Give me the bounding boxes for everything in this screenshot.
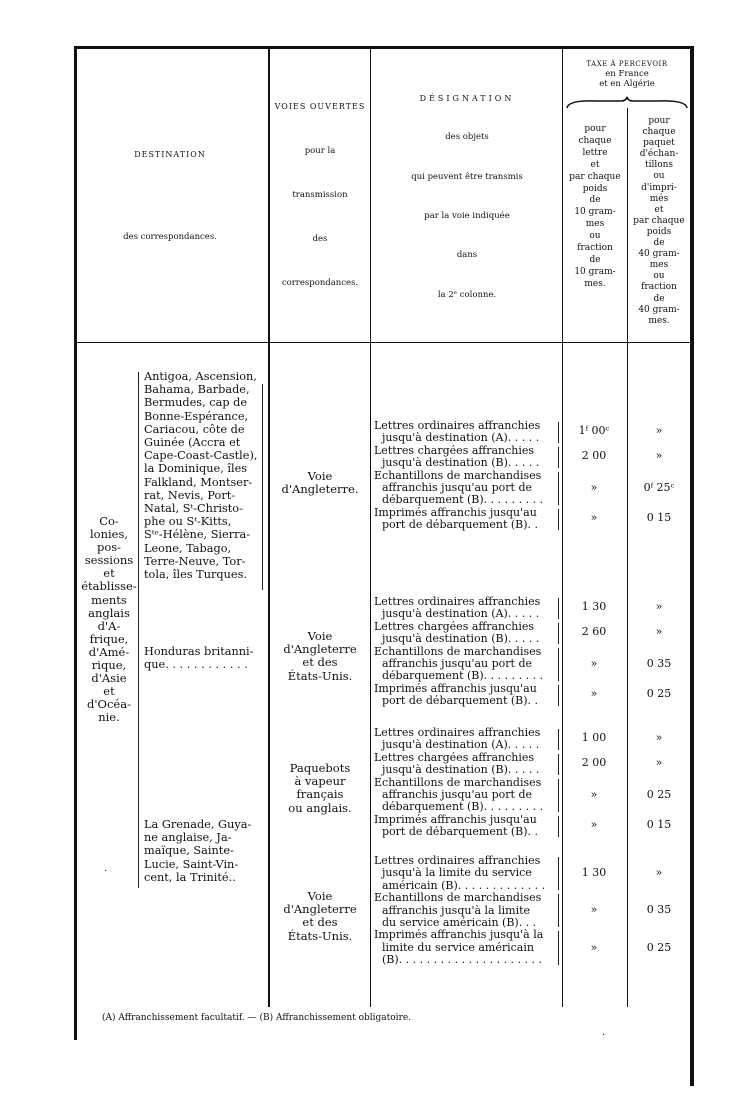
group2-voie [272,630,368,683]
header-taxe-brace [566,96,688,110]
region-label-line: rique, [91,658,127,673]
tax-lettre-value: 2 60 [581,624,607,638]
object-entry [374,929,556,966]
tax-lettre-value: » [590,510,598,524]
object-entry-line: port de débarquement (B). . [382,695,539,708]
object-entry-line: Échantillons de marchandises [374,645,542,658]
object-entry-brace [558,509,559,530]
object-entry-line: Imprimés affranchis jusqu'au [374,682,537,695]
group3-place-line: La Grenade, Guya- [144,818,252,831]
tax-paquet-value: » [655,755,663,769]
right-border [690,46,694,1086]
header-col-lettre [563,124,627,291]
object-entry-line: Imprimés affranchis jusqu'à la [374,929,544,942]
group2-place-line: que. . . . . . . . . . . . [144,658,248,672]
object-entry-line: port de débarquement (B). . [382,519,539,532]
tax-paquet-value: 0 35 [646,656,672,670]
header-col-lettre-line: chaque [578,135,612,146]
object-entry-line: jusqu'à destination (A). . . . . [382,432,540,445]
header-col-lettre-line: de [589,254,601,265]
header-col-paquet-line: 40 gram- [638,304,680,315]
footnote: (A) Affranchissement facultatif. — (B) Affranchissement obligatoire. [102,1013,412,1023]
header-col-lettre-line: pour [584,124,606,134]
region-label-line: ments [91,592,127,607]
object-entry [374,777,556,814]
region-label-line: d'Asie [91,671,127,686]
region-label-line: anglais [88,605,130,620]
object-entry-line: Échantillons de marchandises [374,776,542,789]
tax-lettre-value: 2 00 [581,755,607,769]
header-col-paquet-line: poids [646,226,672,237]
header-designation-5: la 2ᵉ colonne. [437,290,497,300]
object-entry-brace [558,894,559,927]
object-entry-brace [558,729,559,750]
group1-voie [272,470,368,496]
tax-paquet-value: 0 25 [646,787,672,801]
object-entry-brace [558,931,559,964]
region-label-line: et [103,566,115,581]
tax-lettre-value: 1ᶠ 00ᶜ [578,424,610,437]
group1-place-line: Bonne-Espérance, [144,409,249,423]
header-col-paquet-line: d'impri- [641,182,677,193]
header-col-paquet-line: chaque [642,127,676,138]
object-entry-line: Lettres ordinaires affranchies [374,596,541,608]
header-col-paquet-line: par chaque [633,215,685,226]
header-col-lettre-line: ou [589,231,601,242]
group2-voie-line: États-Unis. [287,668,353,683]
tax-paquet-value: 0 25 [646,940,672,954]
group1-places [144,370,264,581]
header-voies-1: pour la [304,146,336,156]
group1-place-line: Antigoa, Ascension, [144,370,257,383]
header-col-lettre-line: 10 gram- [574,207,616,218]
group1-place-line: Bermudes, cap de [144,396,248,410]
tax-paquet-value: 0ᶠ 25ᶜ [643,480,675,494]
header-designation-2: qui peuvent être transmis [411,172,523,182]
header-col-paquet-line: 40 gram- [638,249,680,260]
object-entry-line: américain (B). . . . . . . . . . . . . [382,879,546,892]
object-entry-line: Imprimés affranchis jusqu'au [374,813,537,826]
group3-voie-b-line: d'Angleterre [283,902,357,917]
col-divider-2 [370,49,371,1007]
header-col-paquet-line: d'échan- [639,149,679,160]
header-col-lettre-line: de [589,195,601,206]
header-voies-3: des [312,234,328,244]
region-label-line: pos- [96,540,122,555]
object-entry [374,420,556,445]
tax-lettre-value: 1 30 [581,866,607,880]
object-entry [374,470,556,507]
object-entry-brace [558,648,559,681]
header-designation-4: dans [456,250,478,260]
object-entry-brace [558,857,559,890]
object-entry [374,507,556,532]
object-entry-line: Lettres chargées affranchies [374,444,535,457]
header-col-paquet [628,116,690,327]
header-col-lettre-line: 10 gram- [574,266,616,277]
group3-voie-b-line: et des [302,915,338,930]
region-label-line: établisse- [81,579,137,594]
object-entry-line: jusqu'à la limite du service [382,867,532,880]
tax-lettre-value: 1 30 [581,600,607,613]
group1-place-line: Guinée (Accra et [144,436,241,450]
group3-place-line: cent, la Trinité.. [144,870,236,884]
group1-place-line: Leone, Tabago, [144,541,232,555]
header-col-lettre-line: par chaque [569,171,621,182]
group2-voie-line: d'Angleterre [283,642,357,657]
group1-place-line: rat, Nevis, Port- [144,488,236,502]
header-taxe [564,60,690,90]
tax-paquet-value: 0 35 [646,903,672,917]
region-label-line: lonies, [89,527,129,542]
header-col-paquet-line: fraction [641,282,677,293]
header-col-lettre-line: fraction [577,243,613,254]
object-entry [374,752,556,777]
group1-place-line: Cariacou, côte de [144,422,245,436]
object-entry [374,727,556,752]
group3-voie-b-line: Voie [307,889,333,903]
tax-paquet-value: 0 15 [646,510,672,524]
region-label-line: et [103,684,115,699]
group3-voie-b [272,890,368,943]
group1-places-brace [262,384,263,590]
stray-mark: · [104,866,108,877]
tax-paquet-value: » [655,448,663,462]
tax-lettre-value: » [590,817,598,831]
group1-place-line: Sᵗᵉ-Hélène, Sierra- [144,528,251,542]
group2-voie-line: et des [302,655,338,670]
object-entry [374,596,556,621]
header-col-paquet-line: pour [648,116,670,126]
object-entry [374,814,556,839]
object-entry-line: port de débarquement (B). . [382,826,539,839]
header-col-paquet-line: ou [653,271,665,282]
object-entry-line: affranchis jusqu'au port de [382,789,532,801]
header-voies-2: transmission [292,190,348,200]
group1-place-line: Falkland, Montser- [144,475,253,489]
header-col-paquet-line: de [653,293,665,304]
object-entry-line: jusqu'à destination (A). . . . . [382,608,540,621]
group3-place-line: ne anglaise, Ja- [144,831,232,845]
col-divider-1 [268,49,270,1007]
group1-place-line: phe ou Sᵗ-Kitts, [144,515,232,529]
header-taxe-2: et en Algérie [599,79,655,90]
header-col-paquet-line: paquet [643,138,675,149]
object-entry-line: affranchis jusqu'au port de [382,658,532,670]
object-entry-line: jusqu'à destination (A). . . . . [382,739,540,752]
tax-lettre-value: » [590,686,598,700]
tax-paquet-value: » [655,600,663,613]
tax-paquet-value: » [655,624,663,638]
group3-voie-a [272,762,368,815]
tax-paquet-value: » [655,866,663,880]
left-border [74,46,77,1040]
group3-place-line: maïque, Sainte- [144,844,234,858]
region-label-line: frique, [89,631,129,646]
object-entry-line: Lettres ordinaires affranchies [374,727,541,739]
object-entry-line: jusqu'à destination (B). . . . . [382,457,540,470]
group3-places [144,818,268,884]
header-col-paquet-line: més [649,193,669,204]
region-label-line: d'Océa- [87,697,131,712]
group3-place-line: Lucie, Saint-Vin- [144,857,239,871]
group3-voie-a-line: français [296,787,344,802]
header-col-paquet-line: mes [649,260,669,271]
header-taxe-title: TAXE À PERCEVOIR [586,60,668,68]
group2-places [144,645,268,671]
object-entry-brace [558,447,559,468]
object-entry-line: affranchis jusqu'à la limite [382,904,531,917]
header-designation-1: des objets [445,132,489,142]
header-taxe-1: en France [605,68,649,79]
group1-place-line: Bahama, Barbade, [144,383,250,397]
header-bottom-rule [74,342,694,343]
object-entry-line: Lettres ordinaires affranchies [374,420,541,432]
header-col-paquet-line: tillons [644,160,674,171]
group1-place-line: Natal, Sᵗ-Christo- [144,502,243,516]
object-entry [374,646,556,683]
group3-voie-b-line: États-Unis. [287,928,353,943]
object-entry [374,621,556,646]
group1-place-line: Terre-Neuve, Tor- [144,554,246,568]
region-label-line: sessions [84,553,134,568]
object-entry-line: limite du service américain [382,941,534,954]
object-entry-brace [558,598,559,619]
object-entry-line: du service américain (B). . . [382,917,537,929]
header-designation-3: par la voie indiquée [424,211,510,221]
tax-lettre-value: 1 00 [581,731,607,744]
object-entry-line: jusqu'à destination (B). . . . . [382,764,540,777]
object-entry-line: débarquement (B). . . . . . . . . [382,801,544,814]
tax-lettre-value: 2 00 [581,448,607,462]
tax-lettre-value: » [590,903,598,917]
object-entry [374,445,556,470]
object-entry-line: (B). . . . . . . . . . . . . . . . . . . . . [382,954,543,967]
object-entry [374,855,556,892]
object-entry-line: Lettres ordinaires affranchies [374,855,541,867]
header-col-lettre-line: et [590,159,600,170]
object-entry [374,683,556,708]
tax-lettre-value: » [590,480,598,494]
region-label-line: nie. [98,710,120,725]
group1-voie-line: d'Angleterre. [281,482,359,497]
region-label-line: Co- [99,514,119,528]
region-label-line: d'A- [97,618,121,633]
group1-place-line: Cape-Coast-Castle), [144,449,258,463]
object-entry-line: débarquement (B). . . . . . . . . [382,670,544,683]
object-entry-line: Lettres chargées affranchies [374,620,535,633]
group2-place-line: Honduras britanni- [144,645,254,658]
tax-paquet-value: 0 15 [646,817,672,831]
object-entry-line: Échantillons de marchandises [374,469,542,482]
region-brace [138,372,139,888]
group1-place-line: la Dominique, îles [144,462,248,476]
tax-paquet-value: » [655,731,663,744]
object-entry-line: jusqu'à destination (B). . . . . [382,633,540,646]
header-destination-title: DESTINATION [134,150,206,159]
header-designation-title: DÉSIGNATION [419,94,515,103]
tax-lettre-value: » [590,787,598,801]
header-col-lettre-line: lettre [582,147,608,158]
top-rule [74,46,694,49]
object-entry-brace [558,816,559,837]
header-col-paquet-line: et [654,204,664,215]
stray-mark: · [602,1030,606,1041]
region-label-line: d'Amé- [88,644,130,659]
object-entry-brace [558,422,559,443]
header-col-paquet-line: mes. [648,315,670,326]
object-entry-line: débarquement (B). . . . . . . . . [382,494,544,507]
region-label [78,515,140,725]
object-entry-brace [558,754,559,775]
object-entry-brace [558,623,559,644]
object-entry-line: Imprimés affranchis jusqu'au [374,506,537,519]
header-col-lettre-line: mes [585,219,605,230]
object-entry-line: Échantillons de marchandises [374,892,542,905]
group3-voie-a-line: à vapeur [294,774,346,789]
group2-voie-line: Voie [307,629,333,643]
group1-voie-line: Voie [307,469,333,483]
header-voies-4: correspondances. [281,278,359,288]
object-entry-brace [558,472,559,505]
group3-voie-a-line: Paquebots [289,761,351,775]
header-col-lettre-line: mes. [584,278,606,289]
header-voies-title: VOIES OUVERTES [274,102,366,111]
tax-paquet-value: 0 25 [646,686,672,700]
group3-voie-a-line: ou anglais. [288,800,352,815]
object-entry-line: affranchis jusqu'au port de [382,482,532,494]
group1-place-line: tola, îles Turques. [144,568,247,582]
header-destination-sub: des correspondances. [123,232,217,242]
tax-paquet-value: » [655,424,663,437]
header-col-paquet-line: de [653,238,665,249]
tax-lettre-value: » [590,656,598,670]
tax-lettre-value: » [590,940,598,954]
header-col-paquet-line: ou [653,171,665,182]
object-entry [374,892,556,929]
object-entry-brace [558,779,559,812]
object-entry-line: Lettres chargées affranchies [374,751,535,764]
header-col-lettre-line: poids [582,183,608,194]
object-entry-brace [558,685,559,706]
